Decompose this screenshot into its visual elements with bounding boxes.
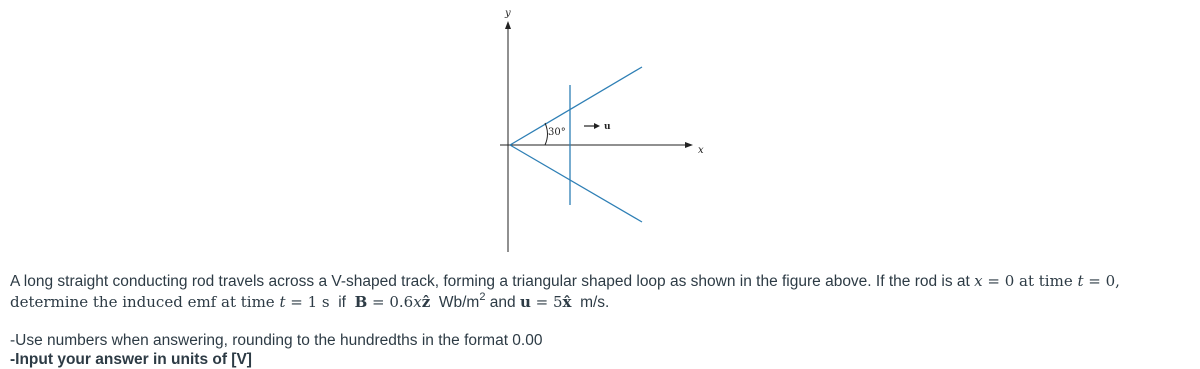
math-t-var2: t — [279, 293, 286, 311]
track-upper-rail — [510, 67, 642, 145]
math-eq1: = 0 at time — [982, 272, 1078, 290]
instruction-rounding: -Use numbers when answering, rounding to the hundredths in the format 0.00 — [10, 332, 543, 349]
track-lower-rail — [510, 145, 642, 222]
u-units: m/s. — [571, 294, 610, 311]
x-axis-arrowhead — [685, 142, 693, 148]
math-u-value: = 5 — [530, 293, 563, 311]
math-B-unit-vector: ẑ — [421, 293, 431, 311]
velocity-label: u — [604, 122, 611, 132]
x-axis-label: x — [698, 145, 704, 156]
y-axis-label: y — [505, 8, 511, 19]
math-x-var: x — [974, 272, 983, 290]
angle-label: 30° — [548, 127, 566, 138]
problem-statement — [10, 271, 1192, 313]
math-B-var: x — [413, 293, 422, 311]
B-units-exponent: 2 — [479, 290, 486, 303]
instructions — [10, 331, 542, 369]
math-B-value: = 0.6 — [367, 293, 414, 311]
y-axis-arrowhead — [505, 21, 511, 29]
if-word: if — [329, 294, 355, 311]
math-B-symbol: B — [354, 293, 368, 311]
instruction-units: -Input your answer in units of [V] — [10, 351, 252, 368]
math-eq3: = 1 s — [285, 293, 330, 311]
B-units: Wb/m — [430, 294, 480, 311]
math-t-var1: t — [1077, 272, 1084, 290]
math-eq2: = 0, determine the induced emf at time — [10, 272, 1120, 311]
math-u-symbol: u — [519, 293, 531, 311]
velocity-arrowhead — [594, 123, 600, 129]
problem-text-part1: A long straight conducting rod travels across a V-shaped track, forming a triangular shaped loop as shown in the figure above. If the rod is at — [10, 273, 975, 290]
and-word: and — [485, 294, 520, 311]
math-u-unit-vector: x̂ — [562, 293, 572, 311]
